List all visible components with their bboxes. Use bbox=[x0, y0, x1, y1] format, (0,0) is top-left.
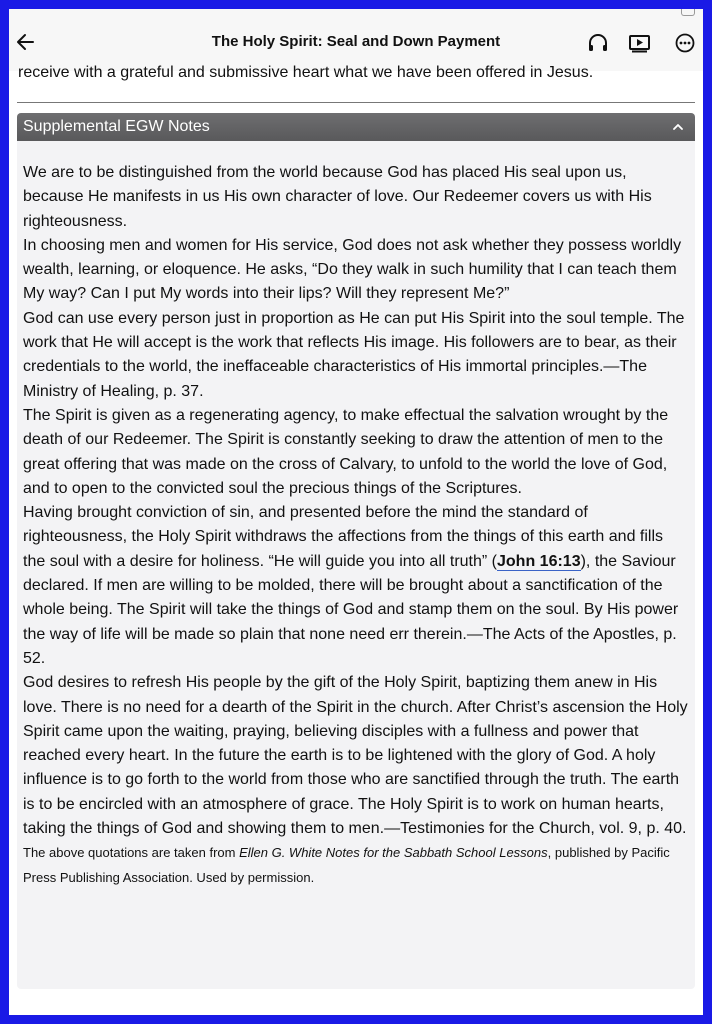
paragraph-text: Having brought conviction of sin, and presented before the mind the standard of righteousness, the Holy Spirit withdraws the affections from the things of this earth and fills the soul with a desire for holiness. “He will guide you into all truth” ( bbox=[23, 504, 664, 570]
notes-header-label: Supplemental EGW Notes bbox=[23, 118, 210, 135]
footnote-text: The above quotations are taken from bbox=[23, 845, 240, 861]
notes-paragraph: We are to be distinguished from the world because God has placed His seal upon us, because He manifests in us His own character of love. Our Redeemer covers us with His righteousness. bbox=[23, 164, 652, 230]
lesson-text-fragment: receive with a grateful and submissive heart what we have been offered in Jesus. bbox=[18, 64, 594, 81]
page-title: The Holy Spirit: Seal and Down Payment bbox=[211, 33, 501, 50]
footnote-text: , published by Pacific Press Publishing Association. Used by permission. bbox=[23, 845, 670, 885]
status-indicator bbox=[681, 9, 695, 16]
notes-paragraph bbox=[23, 501, 689, 671]
more-options-icon bbox=[672, 30, 698, 56]
scripture-link[interactable]: John 16:13 bbox=[497, 552, 581, 570]
notes-paragraph: The Spirit is given as a regenerating agency, to make effectual the salvation wrought by the death of our Redeemer. The Spirit is constantly seeking to draw the attention of men to the great offering that was made on the cross of Calvary, to unfold to the world the love of God, and to open to the convicted soul the precious things of the Scriptures. bbox=[23, 406, 669, 497]
attribution-footnote bbox=[23, 841, 689, 890]
notes-paragraph: God can use every person just in proportion as He can put His Spirit into the soul temple. The work that He will accept is the work that reflects His image. His followers are to bear, as their credentials to the world, the ineffaceable characteristics of His immortal principles.—The Ministry of Healing, p. 37. bbox=[23, 309, 685, 400]
audio-button[interactable] bbox=[585, 30, 611, 56]
section-divider bbox=[17, 102, 695, 103]
video-button[interactable] bbox=[627, 30, 653, 56]
notes-content bbox=[17, 141, 695, 890]
paragraph-text: ), the Saviour declared. If men are willing to be molded, there will be brought about a sanctification of the whole being. The Spirit will take the things of God and stamp them on the soul. By His power the way of life will be made so plain that none need err therein.—The Acts of the Apostles, p. 52. bbox=[23, 552, 679, 667]
notes-paragraph: In choosing men and women for His service, God does not ask whether they possess worldly wealth, learning, or eloquence. He asks, “Do they walk in such humility that I can teach them My way? Can I put My words into their lips? Will they represent Me?” bbox=[23, 236, 682, 303]
video-play-icon bbox=[627, 30, 653, 56]
top-navigation-bar bbox=[9, 9, 703, 71]
more-options-button[interactable] bbox=[672, 30, 698, 56]
supplemental-notes-panel bbox=[17, 113, 695, 989]
notes-paragraph: God desires to refresh His people by the gift of the Holy Spirit, baptizing them anew in His love. There is no need for a dearth of the Spirit in the church. After Christ’s ascension the Holy Spirit came upon the waiting, praying, believing disciples with a fullness and power that reached every heart. In the future the earth is to be lightened with the glory of God. A holy influence is to go forth to the world from those who are sanctified through the truth. The earth is to be encircled with an atmosphere of grace. The Holy Spirit is to work on human hearts, taking the things of God and showing them to men.—Testimonies for the Church, vol. 9, p. 40. bbox=[23, 674, 688, 838]
notes-header-toggle[interactable] bbox=[17, 113, 695, 141]
chevron-up-icon bbox=[671, 121, 685, 133]
app-screen bbox=[9, 9, 703, 1015]
footnote-book-title: Ellen G. White Notes for the Sabbath School Lessons bbox=[239, 845, 548, 861]
headphones-icon bbox=[585, 30, 611, 56]
